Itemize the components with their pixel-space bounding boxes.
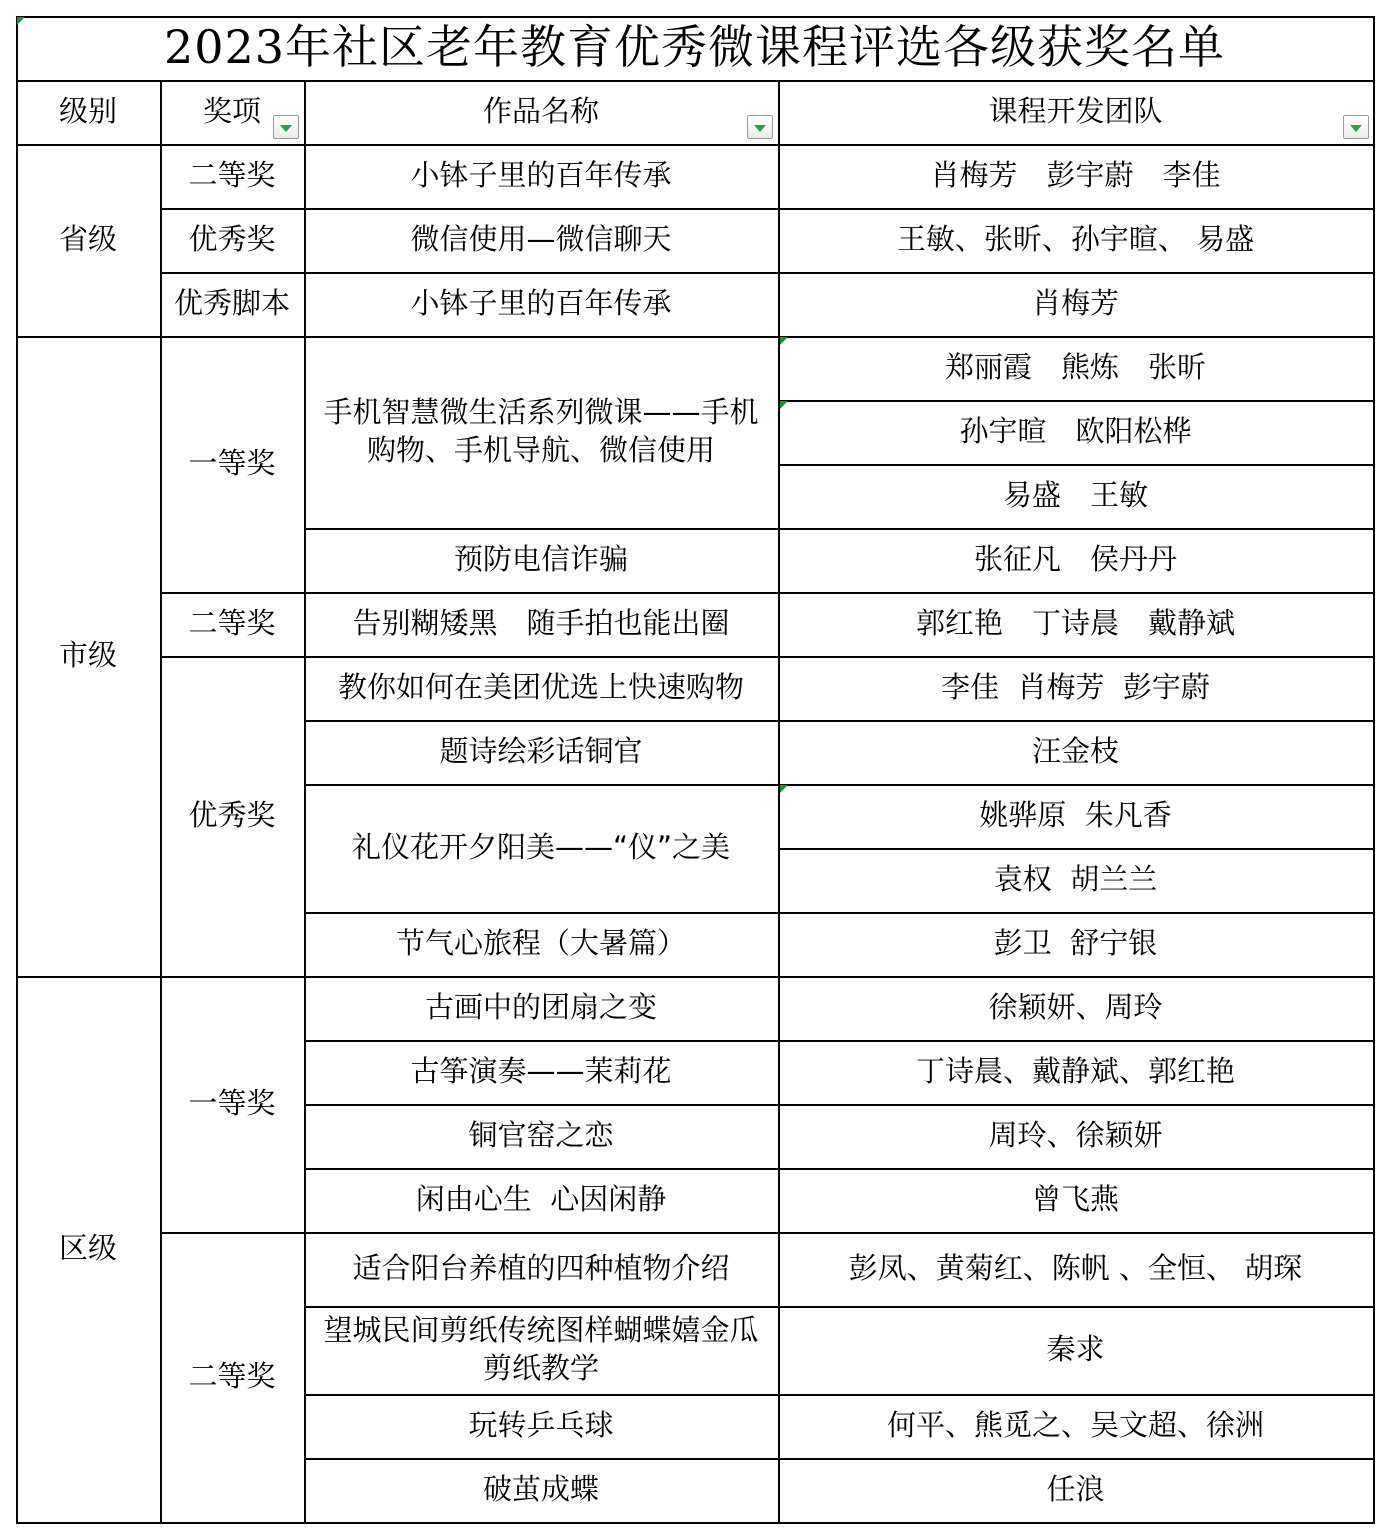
work-name-cell: 礼仪花开夕阳美——“仪”之美 bbox=[351, 830, 731, 865]
grid-line bbox=[304, 1104, 778, 1106]
team-cell: 郑丽霞 熊炼 张昕 bbox=[944, 350, 1206, 385]
award-cell: 优秀脚本 bbox=[173, 286, 290, 321]
level-cell: 区级 bbox=[58, 1231, 117, 1266]
filter-dropdown-button[interactable] bbox=[273, 115, 299, 139]
team-cell: 彭凤、黄菊红、陈帆 、全恒、 胡琛 bbox=[848, 1251, 1303, 1286]
work-name-cell: 告别糊矮黑 随手拍也能出圈 bbox=[352, 606, 730, 641]
award-cell: 优秀奖 bbox=[188, 222, 276, 257]
grid-line bbox=[778, 272, 1373, 274]
team-cell: 袁权 胡兰兰 bbox=[993, 862, 1158, 897]
comment-indicator-icon bbox=[17, 17, 25, 25]
grid-line bbox=[16, 1522, 1375, 1524]
grid-line bbox=[160, 272, 304, 274]
grid-line bbox=[778, 592, 1373, 594]
work-name-cell: 古画中的团扇之变 bbox=[424, 990, 657, 1025]
grid-line bbox=[1373, 16, 1375, 1524]
team-cell: 曾飞燕 bbox=[1031, 1182, 1119, 1217]
grid-line bbox=[304, 592, 778, 594]
filter-dropdown-button[interactable] bbox=[747, 115, 773, 139]
grid-line bbox=[16, 16, 18, 1524]
grid-line bbox=[304, 912, 778, 914]
work-name-cell: 预防电信诈骗 bbox=[453, 542, 628, 577]
comment-indicator-icon bbox=[780, 785, 788, 793]
header-award[interactable]: 奖项 bbox=[202, 94, 261, 129]
grid-line bbox=[304, 1040, 778, 1042]
grid-line bbox=[304, 336, 778, 338]
grid-line bbox=[778, 976, 1373, 978]
work-name-cell: 小钵子里的百年传承 bbox=[410, 158, 672, 193]
grid-line bbox=[160, 656, 304, 658]
filter-dropdown-icon bbox=[280, 125, 292, 132]
work-name-cell: 铜官窑之恋 bbox=[468, 1118, 614, 1153]
work-name-cell: 小钵子里的百年传承 bbox=[410, 286, 672, 321]
grid-line bbox=[16, 80, 1373, 82]
grid-line bbox=[304, 656, 778, 658]
filter-dropdown-button[interactable] bbox=[1343, 115, 1369, 139]
team-cell: 易盛 王敏 bbox=[1002, 478, 1148, 513]
grid-line bbox=[304, 1394, 778, 1396]
grid-line bbox=[778, 912, 1373, 914]
grid-line bbox=[160, 80, 162, 1522]
team-cell: 姚骅原 朱凡香 bbox=[979, 798, 1172, 833]
work-name-cell: 适合阳台养植的四种植物介绍 bbox=[352, 1251, 730, 1286]
grid-line bbox=[304, 1306, 778, 1308]
team-cell: 徐颖妍、周玲 bbox=[988, 990, 1163, 1025]
work-name-cell: 闲由心生 心因闲静 bbox=[415, 1182, 667, 1217]
work-name-cell: 题诗绘彩话铜官 bbox=[439, 734, 643, 769]
grid-line bbox=[160, 208, 304, 210]
level-cell: 市级 bbox=[58, 638, 117, 673]
grid-line bbox=[304, 208, 778, 210]
grid-line bbox=[778, 464, 1373, 466]
work-name-cell: 破茧成蝶 bbox=[482, 1472, 599, 1507]
award-cell: 一等奖 bbox=[188, 446, 276, 481]
grid-line bbox=[160, 1232, 304, 1234]
grid-line bbox=[778, 656, 1373, 658]
team-cell: 彭卫 舒宁银 bbox=[993, 926, 1158, 961]
grid-line bbox=[304, 272, 778, 274]
grid-line bbox=[304, 528, 778, 530]
filter-dropdown-icon bbox=[754, 125, 766, 132]
team-cell: 李佳 肖梅芳 彭宇蔚 bbox=[941, 670, 1210, 705]
team-cell: 王敏、张昕、孙宇暄、 易盛 bbox=[896, 222, 1255, 257]
team-cell: 任浪 bbox=[1046, 1472, 1105, 1507]
work-name-cell: 微信使用—微信聊天 bbox=[410, 222, 672, 257]
work-name-cell: 节气心旅程（大暑篇） bbox=[395, 926, 686, 961]
award-cell: 二等奖 bbox=[188, 158, 276, 193]
team-cell: 何平、熊觅之、吴文超、徐洲 bbox=[886, 1408, 1264, 1443]
sheet-title: 2023年社区老年教育优秀微课程评选各级获奖名单 bbox=[163, 20, 1226, 75]
grid-line bbox=[16, 976, 160, 978]
grid-line bbox=[778, 848, 1373, 850]
grid-line bbox=[778, 1458, 1373, 1460]
grid-line bbox=[160, 336, 304, 338]
grid-line bbox=[304, 1168, 778, 1170]
grid-line bbox=[16, 336, 160, 338]
grid-line bbox=[778, 1040, 1373, 1042]
grid-line bbox=[778, 336, 1373, 338]
team-cell: 肖梅芳 bbox=[1031, 286, 1119, 321]
comment-indicator-icon bbox=[780, 401, 788, 409]
header-team[interactable]: 课程开发团队 bbox=[988, 94, 1163, 129]
team-cell: 丁诗晨、戴静斌、郭红艳 bbox=[915, 1054, 1235, 1089]
grid-line bbox=[778, 1168, 1373, 1170]
grid-line bbox=[778, 1232, 1373, 1234]
team-cell: 张征凡 侯丹丹 bbox=[973, 542, 1177, 577]
level-cell: 省级 bbox=[58, 222, 117, 257]
grid-line bbox=[304, 784, 778, 786]
grid-line bbox=[16, 144, 1373, 146]
award-cell: 二等奖 bbox=[188, 606, 276, 641]
team-cell: 郭红艳 丁诗晨 戴静斌 bbox=[915, 606, 1235, 641]
grid-line bbox=[778, 1104, 1373, 1106]
grid-line bbox=[304, 976, 778, 978]
grid-line bbox=[160, 592, 304, 594]
header-work-name[interactable]: 作品名称 bbox=[482, 94, 599, 129]
team-cell: 汪金枝 bbox=[1031, 734, 1119, 769]
grid-line bbox=[778, 528, 1373, 530]
work-name-cell: 教你如何在美团优选上快速购物 bbox=[337, 670, 744, 705]
work-name-cell: 望城民间剪纸传统图样蝴蝶嬉金瓜剪纸教学 bbox=[323, 1313, 759, 1385]
award-cell: 一等奖 bbox=[188, 1086, 276, 1121]
team-cell: 周玲、徐颖妍 bbox=[988, 1118, 1163, 1153]
grid-line bbox=[778, 208, 1373, 210]
grid-line bbox=[778, 720, 1373, 722]
work-name-cell: 玩转乒乓球 bbox=[468, 1408, 614, 1443]
grid-line bbox=[778, 400, 1373, 402]
award-cell: 二等奖 bbox=[188, 1359, 276, 1394]
grid-line bbox=[304, 1458, 778, 1460]
filter-dropdown-icon bbox=[1350, 125, 1362, 132]
grid-line bbox=[16, 16, 1375, 18]
grid-line bbox=[778, 1394, 1373, 1396]
work-name-cell: 手机智慧微生活系列微课——手机购物、手机导航、微信使用 bbox=[323, 395, 759, 467]
grid-line bbox=[160, 976, 304, 978]
header-level[interactable]: 级别 bbox=[58, 94, 117, 129]
grid-line bbox=[778, 784, 1373, 786]
team-cell: 肖梅芳 彭宇蔚 李佳 bbox=[930, 158, 1221, 193]
work-name-cell: 古筝演奏——茉莉花 bbox=[410, 1054, 672, 1089]
award-cell: 优秀奖 bbox=[188, 798, 276, 833]
grid-line bbox=[304, 1232, 778, 1234]
team-cell: 秦求 bbox=[1046, 1332, 1105, 1367]
grid-line bbox=[304, 720, 778, 722]
team-cell: 孙宇暄 欧阳松桦 bbox=[959, 414, 1192, 449]
comment-indicator-icon bbox=[780, 337, 788, 345]
grid-line bbox=[778, 1306, 1373, 1308]
